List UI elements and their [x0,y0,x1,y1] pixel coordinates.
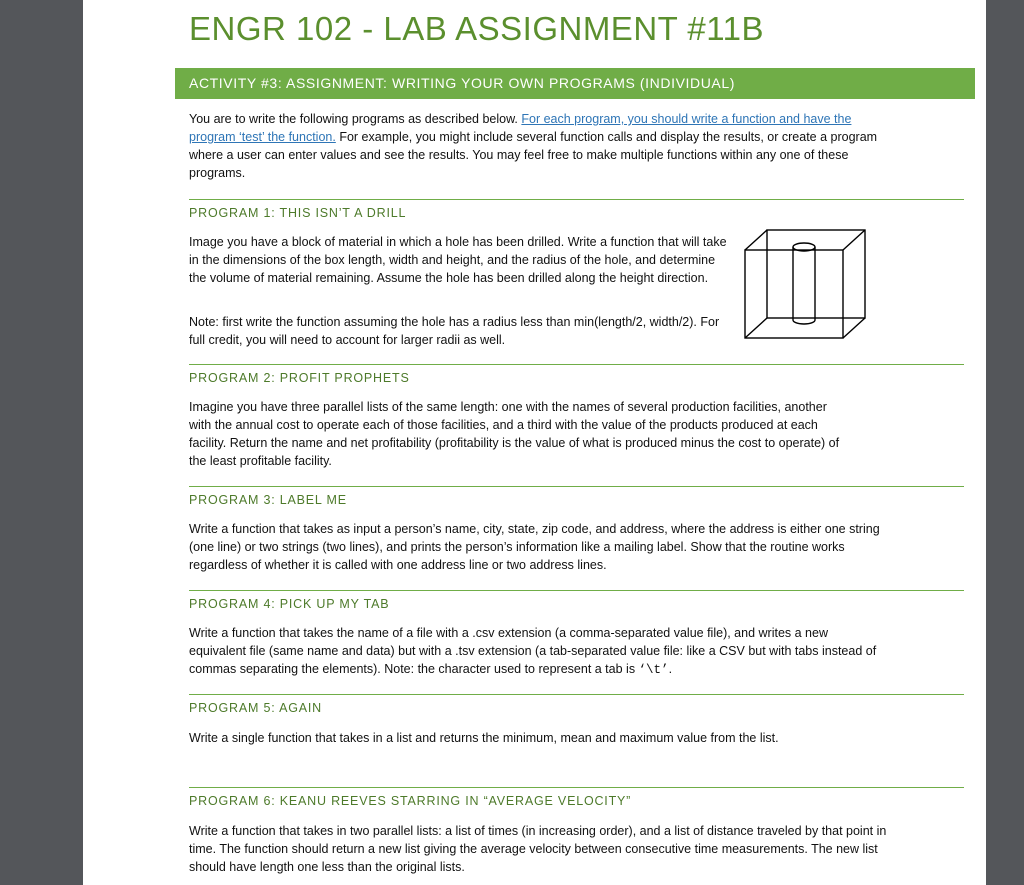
activity-banner: ACTIVITY #3: ASSIGNMENT: WRITING YOUR OWN PROGRAMS (INDIVIDUAL) [175,68,975,99]
program-4-description [189,624,879,679]
program-4-tail: . [668,662,673,676]
page-title: ENGR 102 - LAB ASSIGNMENT #11B [189,10,765,47]
program-1-description: Image you have a block of material in which a hole has been drilled. Write a function that will take in the dimensions of the box length, width and height, and the radius of the hole, and determine the volume of material remaining. Assume the hole has been drilled along the height direction. [189,235,727,285]
program-3-heading: PROGRAM 3: LABEL ME [189,493,347,507]
program-5-description: Write a single function that takes in a list and returns the minimum, mean and maximum value from the list. [189,731,779,745]
section-divider [189,590,964,591]
tab-character: ‘\t’ [638,663,669,677]
intro-rest: For example, you might include several function calls and display the results, or create a program where a user can enter values and see the results. You may feel free to make multiple functions within any one of these programs. [189,130,878,180]
intro-paragraph [189,110,879,182]
document-page [83,0,986,885]
program-1-heading: PROGRAM 1: THIS ISN’T A DRILL [189,206,407,220]
hole-bottom-arc [793,320,815,324]
program-6-heading: PROGRAM 6: KEANU REEVES STARRING IN “AVERAGE VELOCITY” [189,794,632,808]
program-4-heading: PROGRAM 4: PICK UP MY TAB [189,597,390,611]
section-divider [189,486,964,487]
section-divider [189,694,964,695]
program-1-note: Note: first write the function assuming the hole has a radius less than min(length/2, width/2). For full credit, you will need to account for larger radii as well. [189,315,720,347]
intro-lead: You are to write the following programs as described below. [189,112,522,126]
program-4-text: Write a function that takes the name of a file with a .csv extension (a comma-separated value file), and writes a new equivalent file (same name and data) but with a .tsv extension (a tab-separated value file: like a CSV but with tabs instead of commas separating the elements). Note: the character used to represent a tab is [189,626,877,676]
drilled-block-illustration [743,228,871,344]
section-divider [189,199,964,200]
section-divider [189,787,964,788]
intro-link[interactable]: For each program, you should write a function and have the program ‘test’ the function. [189,112,852,144]
program-6-description: Write a function that takes in two parallel lists: a list of times (in increasing order), and a list of distance traveled by that point in time. The function should return a new list giving the average velocity between consecutive time measurements. The new list should have length one less than the original lists. [189,824,887,874]
section-divider [189,364,964,365]
program-5-heading: PROGRAM 5: AGAIN [189,701,322,715]
program-3-description: Write a function that takes as input a person’s name, city, state, zip code, and address, where the address is either one string (one line) or two strings (two lines), and prints the person’s information like a mailing label. Show that the routine works regardless of whether it is called with one address line or two address lines. [189,522,880,572]
program-2-heading: PROGRAM 2: PROFIT PROPHETS [189,371,410,385]
program-2-description: Imagine you have three parallel lists of the same length: one with the names of several production facilities, another with the annual cost to operate each of those facilities, and a third with the value of the products produced at each facility. Return the name and net profitability (profitability is the value of what is produced minus the cost to operate) of the least profitable facility. [189,400,840,468]
